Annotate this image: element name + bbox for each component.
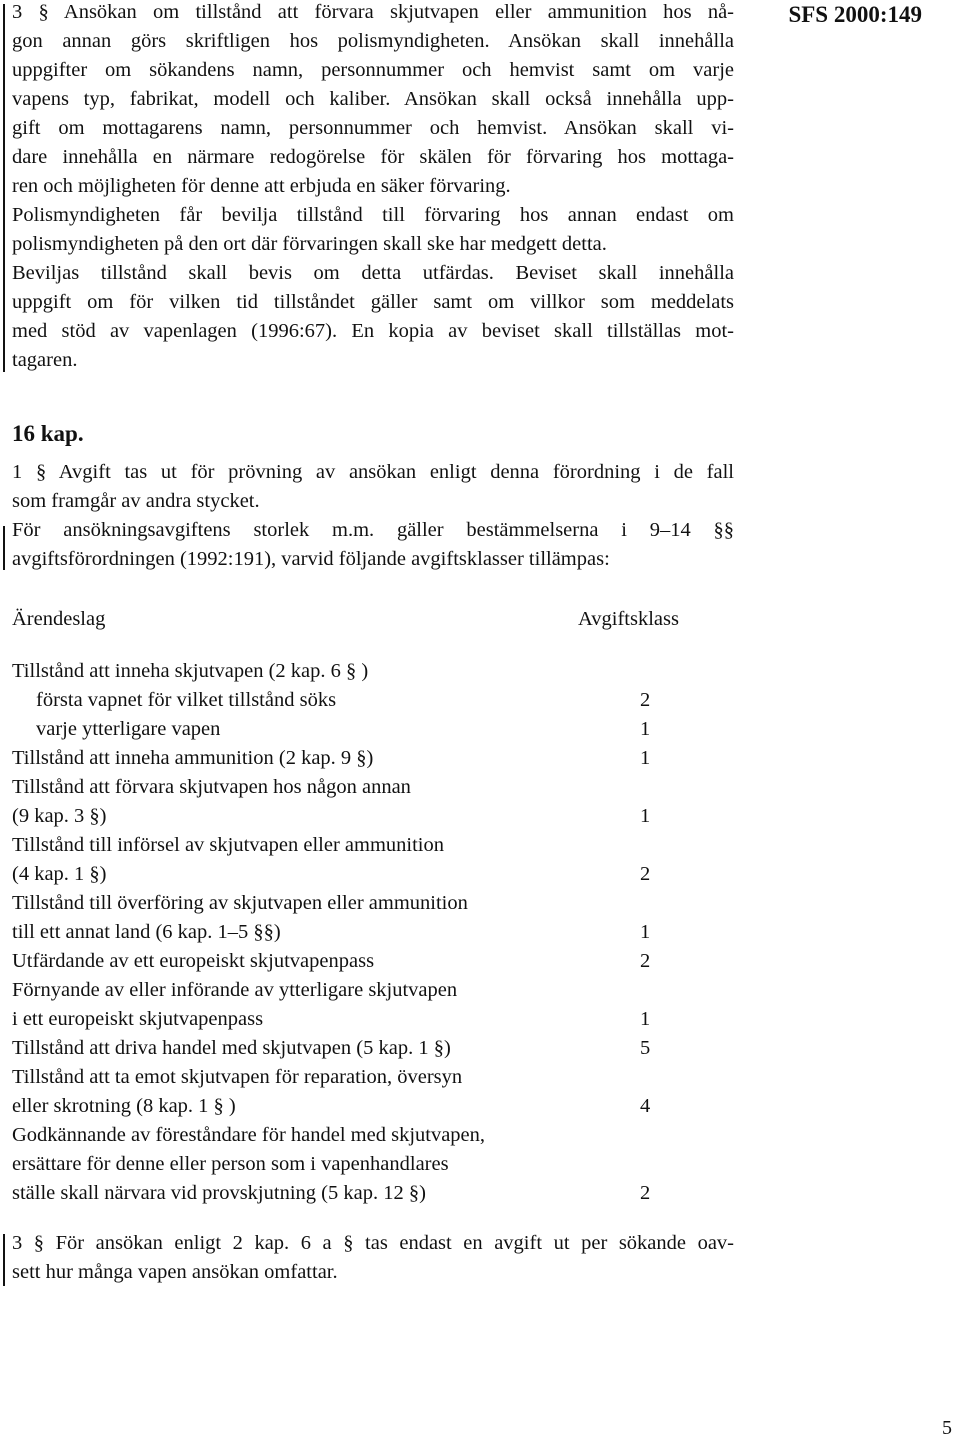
table-row [12, 1150, 712, 1179]
case-type-cell: första vapnet för vilket tillstånd söks [36, 689, 337, 711]
text-line: tagaren. [12, 349, 78, 371]
table-row [12, 802, 712, 831]
fee-class-cell: 1 [640, 1008, 651, 1030]
case-type-cell: Förnyande av eller införande av ytterligare skjutvapen [12, 979, 458, 1001]
table-row [12, 918, 712, 947]
fee-class-cell: 5 [640, 1037, 651, 1059]
text-line: avgiftsförordningen (1992:191), varvid följande avgiftsklasser tillämpas: [12, 548, 610, 570]
text-line: ren och möjligheten för denne att erbjuda en säker förvaring. [12, 175, 511, 197]
sfs-reference: SFS 2000:149 [788, 2, 922, 27]
fee-class-cell: 2 [640, 950, 651, 972]
text-line: Polismyndigheten får bevilja tillstånd till förvaring hos annan endast om [12, 204, 734, 226]
fee-class-cell: 2 [640, 689, 651, 711]
text-line: uppgift om för vilken tid tillståndet gäller samt om villkor som meddelats [12, 291, 734, 313]
change-bar [3, 1234, 5, 1286]
table-row [12, 715, 712, 744]
column-header-fee-class: Avgiftsklass [578, 608, 679, 630]
table-row [12, 1121, 712, 1150]
fee-class-cell: 1 [640, 747, 651, 769]
table-row [12, 1092, 712, 1121]
fee-class-cell: 1 [640, 805, 651, 827]
table-row [12, 773, 712, 802]
fee-class-cell: 2 [640, 1182, 651, 1204]
case-type-cell: Tillstånd till införsel av skjutvapen eller ammunition [12, 834, 444, 856]
case-type-cell: i ett europeiskt skjutvapenpass [12, 1008, 264, 1030]
text-line: sett hur många vapen ansökan omfattar. [12, 1261, 338, 1283]
text-line: 3 § Ansökan om tillstånd att förvara skjutvapen eller ammunition hos nå- [12, 1, 734, 23]
text-line: För ansökningsavgiftens storlek m.m. gäller bestämmelserna i 9–14 §§ [12, 519, 734, 541]
table-row [12, 889, 712, 918]
text-line: dare innehålla en närmare redogörelse för skälen för förvaring hos mottaga- [12, 146, 734, 168]
text-line: 3 § För ansökan enligt 2 kap. 6 a § tas endast en avgift ut per sökande oav- [12, 1232, 734, 1254]
change-bar [3, 526, 5, 570]
case-type-cell: varje ytterligare vapen [36, 718, 221, 740]
table-row [12, 1005, 712, 1034]
case-type-cell: Godkännande av föreståndare för handel med skjutvapen, [12, 1124, 486, 1146]
case-type-cell: Utfärdande av ett europeiskt skjutvapenpass [12, 950, 375, 972]
column-header-case-type: Ärendeslag [12, 608, 106, 630]
change-bar [3, 4, 5, 372]
fee-class-cell: 2 [640, 863, 651, 885]
page-number: 5 [942, 1417, 952, 1439]
case-type-cell: Tillstånd att driva handel med skjutvapen (5 kap. 1 §) [12, 1037, 451, 1059]
chapter-heading: 16 kap. [12, 421, 84, 446]
table-row [12, 657, 712, 686]
table-row [12, 1179, 712, 1208]
case-type-cell: (9 kap. 3 §) [12, 805, 107, 827]
case-type-cell: eller skrotning (8 kap. 1 § ) [12, 1095, 236, 1117]
text-line: gift om mottagarens namn, personnummer och hemvist. Ansökan skall vi- [12, 117, 734, 139]
case-type-cell: Tillstånd att inneha skjutvapen (2 kap. 6 § ) [12, 660, 369, 682]
table-row [12, 686, 712, 715]
case-type-cell: ersättare för denne eller person som i vapenhandlares [12, 1153, 449, 1175]
table-row [12, 947, 712, 976]
case-type-cell: (4 kap. 1 §) [12, 863, 107, 885]
fee-class-cell: 1 [640, 718, 651, 740]
table-row [12, 831, 712, 860]
table-row [12, 860, 712, 889]
table-row [12, 976, 712, 1005]
table-row [12, 1063, 712, 1092]
text-line: polismyndigheten på den ort där förvaringen skall ske har medgett detta. [12, 233, 607, 255]
fee-class-cell: 4 [640, 1095, 651, 1117]
table-row [12, 1034, 712, 1063]
fee-class-cell: 1 [640, 921, 651, 943]
case-type-cell: Tillstånd till överföring av skjutvapen eller ammunition [12, 892, 468, 914]
text-line: vapens typ, fabrikat, modell och kaliber. Ansökan skall också innehålla upp- [12, 88, 734, 110]
case-type-cell: Tillstånd att inneha ammunition (2 kap. 9 §) [12, 747, 374, 769]
case-type-cell: Tillstånd att förvara skjutvapen hos någon annan [12, 776, 411, 798]
text-line: med stöd av vapenlagen (1996:67). En kopia av beviset skall tillställas mot- [12, 320, 734, 342]
text-line: som framgår av andra stycket. [12, 490, 260, 512]
case-type-cell: ställe skall närvara vid provskjutning (5 kap. 12 §) [12, 1182, 426, 1204]
text-line: Beviljas tillstånd skall bevis om detta utfärdas. Beviset skall innehålla [12, 262, 734, 284]
text-line: 1 § Avgift tas ut för prövning av ansökan enligt denna förordning i de fall [12, 461, 734, 483]
text-line: gon annan görs skriftligen hos polismyndigheten. Ansökan skall innehålla [12, 30, 734, 52]
table-row [12, 744, 712, 773]
case-type-cell: till ett annat land (6 kap. 1–5 §§) [12, 921, 281, 943]
case-type-cell: Tillstånd att ta emot skjutvapen för reparation, översyn [12, 1066, 463, 1088]
text-line: uppgifter om sökandens namn, personnummer och hemvist samt om varje [12, 59, 734, 81]
